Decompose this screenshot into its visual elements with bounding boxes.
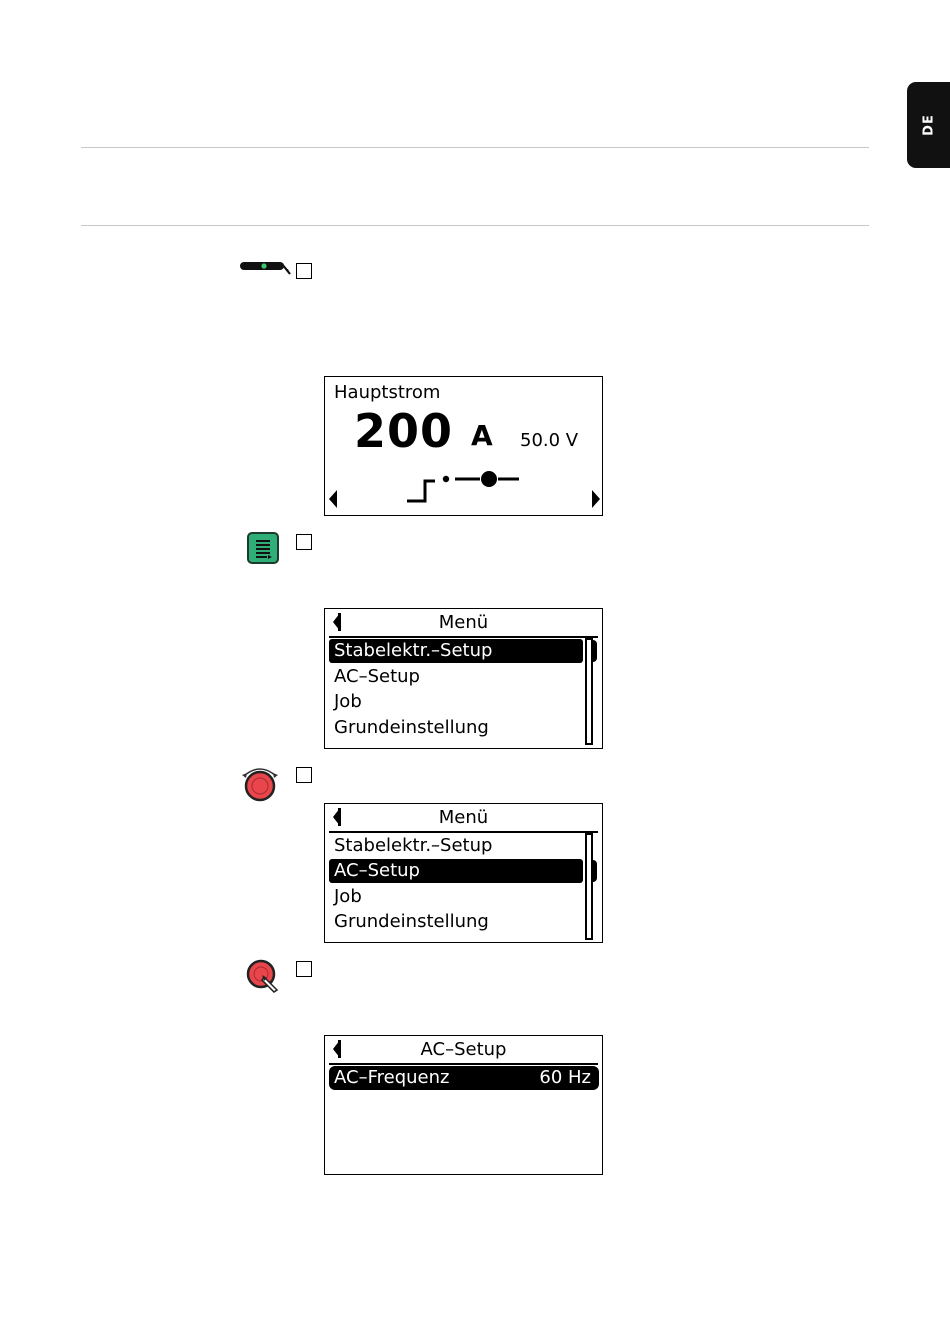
language-tab <box>907 82 950 168</box>
menu-item-stabelektr-setup: Stabelektr.–Setup <box>334 835 493 856</box>
menu-screen-1 <box>324 608 603 749</box>
process-symbol-icon <box>405 465 525 505</box>
main-current-value: 200 <box>354 404 454 458</box>
header-rule-top <box>81 147 869 148</box>
menu-item-grundeinstellung: Grundeinstellung <box>334 717 489 738</box>
scroll-right-arrow-icon <box>591 490 600 508</box>
menu-screen-2 <box>324 803 603 943</box>
ac-setup-title: AC–Setup <box>420 1039 507 1060</box>
step-3-checkbox <box>296 767 312 783</box>
menu-button-icon <box>247 532 279 564</box>
ac-frequency-label: AC–Frequenz <box>334 1067 450 1088</box>
step-2-checkbox <box>296 534 312 550</box>
step-4-checkbox <box>296 961 312 977</box>
title-divider <box>329 1063 598 1065</box>
header-rule-bottom <box>81 225 869 226</box>
language-tab-label: DE <box>921 114 936 136</box>
menu-item-stabelektr-setup: Stabelektr.–Setup <box>329 639 583 663</box>
menu-scrollbar-thumb <box>591 640 597 662</box>
step-1-checkbox <box>296 263 312 279</box>
ac-frequency-value: 60 Hz <box>539 1067 591 1088</box>
title-divider <box>329 831 598 833</box>
menu-item-job: Job <box>334 691 362 712</box>
menu-scrollbar <box>585 833 593 940</box>
menu-title: Menü <box>438 612 489 633</box>
ac-frequency-row <box>329 1066 599 1090</box>
menu-scrollbar-thumb <box>591 860 597 882</box>
ac-setup-screen <box>324 1035 603 1175</box>
torch-trigger-icon <box>238 258 292 280</box>
menu-item-job: Job <box>334 886 362 907</box>
main-current-unit: A <box>471 419 493 452</box>
menu-item-ac-setup: AC–Setup <box>334 666 420 687</box>
main-display-screen <box>324 376 603 516</box>
main-voltage-value: 50.0 V <box>520 430 579 451</box>
menu-item-ac-setup: AC–Setup <box>329 859 583 883</box>
scroll-left-arrow-icon <box>329 490 338 508</box>
press-dial-icon <box>244 958 282 994</box>
title-divider <box>329 636 598 638</box>
menu-item-grundeinstellung: Grundeinstellung <box>334 911 489 932</box>
turn-dial-icon <box>240 764 280 802</box>
menu-title: Menü <box>438 807 489 828</box>
main-current-label: Hauptstrom <box>334 382 441 403</box>
